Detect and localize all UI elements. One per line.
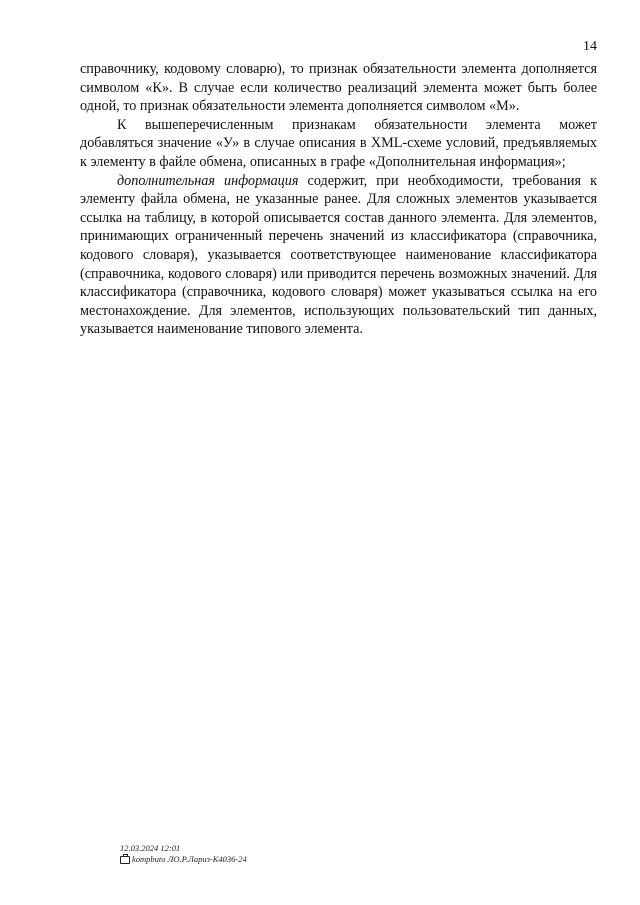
paragraph-1: справочнику, кодовому словарю), то признак обязательности элемента дополняется символом «К». В случае если количество реализаций элемента может быть более одной, то признак обязательности элемента дополняется символом «М». (80, 61, 597, 115)
print-footer (120, 843, 247, 865)
printer-icon (120, 856, 130, 864)
term-additional-info: дополнительная информация (117, 172, 299, 189)
page-number: 14 (583, 39, 597, 54)
footer-path-line (120, 854, 247, 865)
footer-path: kompbuto ЛО.Р.Лариз-К4036-24 (132, 854, 247, 864)
footer-timestamp: 12.03.2024 12:01 (120, 843, 181, 853)
paragraph-3-text: содержит, при необходимости, требования к элементу файла обмена, не указанные ранее. Для сложных элементов указывается ссылка на таблицу, в которой описывается состав данного элемента. Для элементов, принимающих ограниченный перечень значений из классификатора (справочника, кодового словаря), указывается соответствующее наименование классификатора (справочника, кодового словаря) или приводится перечень возможных значений. Для классификатора (справочника, кодового словаря) может указываться ссылка на его местонахождение. Для элементов, использующих пользовательский тип данных, указывается наименование типового элемента. (80, 172, 597, 338)
paragraph-3 (80, 172, 597, 339)
paragraph-2: К вышеперечисленным признакам обязательности элемента может добавляться значение «У» в случае описания в XML-схеме условий, предъявляемых к элементу в файле обмена, описанных в графе «Дополнительная информация»; (80, 116, 597, 170)
document-body (80, 60, 597, 339)
